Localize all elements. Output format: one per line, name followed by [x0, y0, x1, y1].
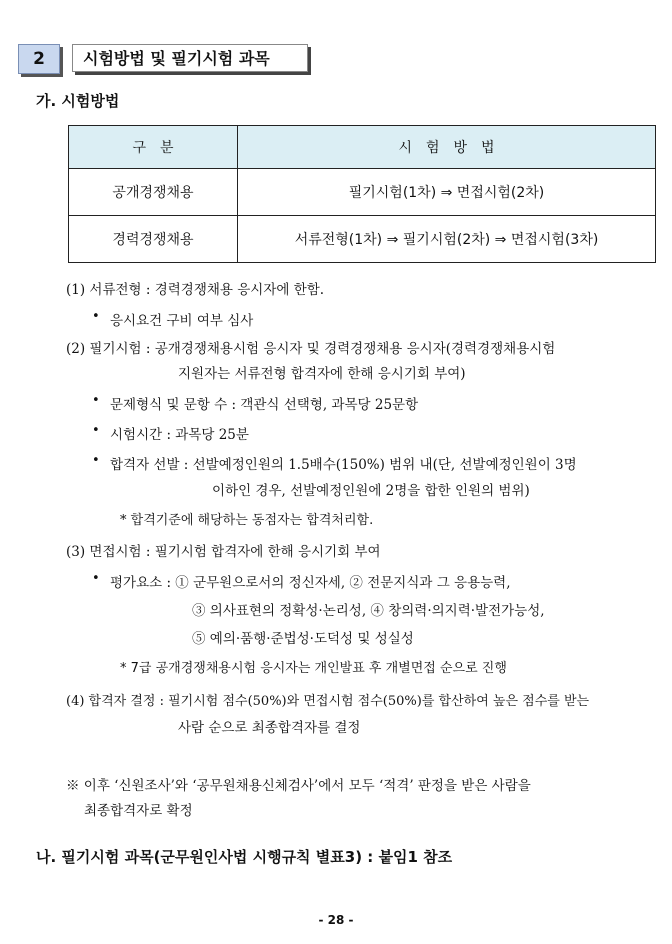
written-bullet-selection: 합격자 선발 : 선발예정인원의 1.5배수(150%) 범위 내(단, 선발예정인원이 3명 [110, 457, 577, 473]
table-header-category: 구 분 [69, 126, 238, 169]
remark-line-2: 최종합격자로 확정 [84, 803, 193, 819]
table-header-row [69, 126, 656, 169]
table-row [69, 169, 656, 216]
page-number: - 28 - [318, 913, 354, 927]
bullet-icon: • [92, 571, 100, 586]
section-title: 시험방법 및 필기시험 과목 [72, 44, 308, 72]
interview-bullet-eval-3: ⑤ 예의·품행·준법성·도덕성 및 성실성 [192, 631, 414, 647]
table-cell-type: 경력경쟁채용 [69, 216, 238, 263]
item-written-exam: (2) 필기시험 : 공개경쟁채용시험 응시자 및 경력경쟁채용 응시자(경력경쟁채용시험 [66, 341, 556, 357]
item-interview: (3) 면접시험 : 필기시험 합격자에 한해 응시기회 부여 [66, 544, 381, 560]
item-final-decision: (4) 합격자 결정 : 필기시험 점수(50%)와 면접시험 점수(50%)를 합산하여 높은 점수를 받는 [66, 694, 590, 709]
written-bullet-selection-cont: 이하인 경우, 선발예정인원에 2명을 합한 인원의 범위) [212, 483, 530, 499]
table-cell-method: 서류전형(1차) ⇒ 필기시험(2차) ⇒ 면접시험(3차) [238, 216, 656, 263]
item-final-decision-cont: 사람 순으로 최종합격자를 결정 [178, 720, 361, 736]
interview-bullet-eval: 평가요소 : ① 군무원으로서의 정신자세, ② 전문지식과 그 응용능력, [110, 575, 511, 591]
exam-method-table [68, 125, 656, 263]
table-row [69, 216, 656, 263]
written-bullet-format: 문제형식 및 문항 수 : 객관식 선택형, 과목당 25문항 [110, 397, 419, 413]
item-written-exam-cont: 지원자는 서류전형 합격자에 한해 응시기회 부여) [178, 366, 466, 382]
written-note: * 합격기준에 해당하는 동점자는 합격처리함. [120, 513, 374, 528]
bullet-icon: • [92, 453, 100, 468]
table-cell-method: 필기시험(1차) ⇒ 면접시험(2차) [238, 169, 656, 216]
item-doc-screening: (1) 서류전형 : 경력경쟁채용 응시자에 한함. [66, 282, 325, 298]
interview-note: * 7급 공개경쟁채용시험 응시자는 개인발표 후 개별면접 순으로 진행 [120, 661, 507, 676]
table-header-method: 시 험 방 법 [238, 126, 656, 169]
section-number: 2 [18, 44, 60, 74]
remark-line-1: ※ 이후 ‘신원조사’와 ‘공무원채용신체검사’에서 모두 ‘적격’ 판정을 받은 사람을 [66, 778, 531, 794]
bullet-icon: • [92, 309, 100, 324]
bullet-icon: • [92, 393, 100, 408]
table-cell-type: 공개경쟁채용 [69, 169, 238, 216]
section-header [14, 42, 314, 76]
doc-screening-bullet: 응시요건 구비 여부 심사 [110, 313, 254, 329]
interview-bullet-eval-2: ③ 의사표현의 정확성·논리성, ④ 창의력·의지력·발전가능성, [192, 603, 545, 619]
subsection-a-title: 가. 시험방법 [36, 92, 120, 110]
bullet-icon: • [92, 423, 100, 438]
written-bullet-time: 시험시간 : 과목당 25분 [110, 427, 249, 443]
subsection-b-title: 나. 필기시험 과목(군무원인사법 시행규칙 별표3) : 붙임1 참조 [36, 848, 453, 866]
